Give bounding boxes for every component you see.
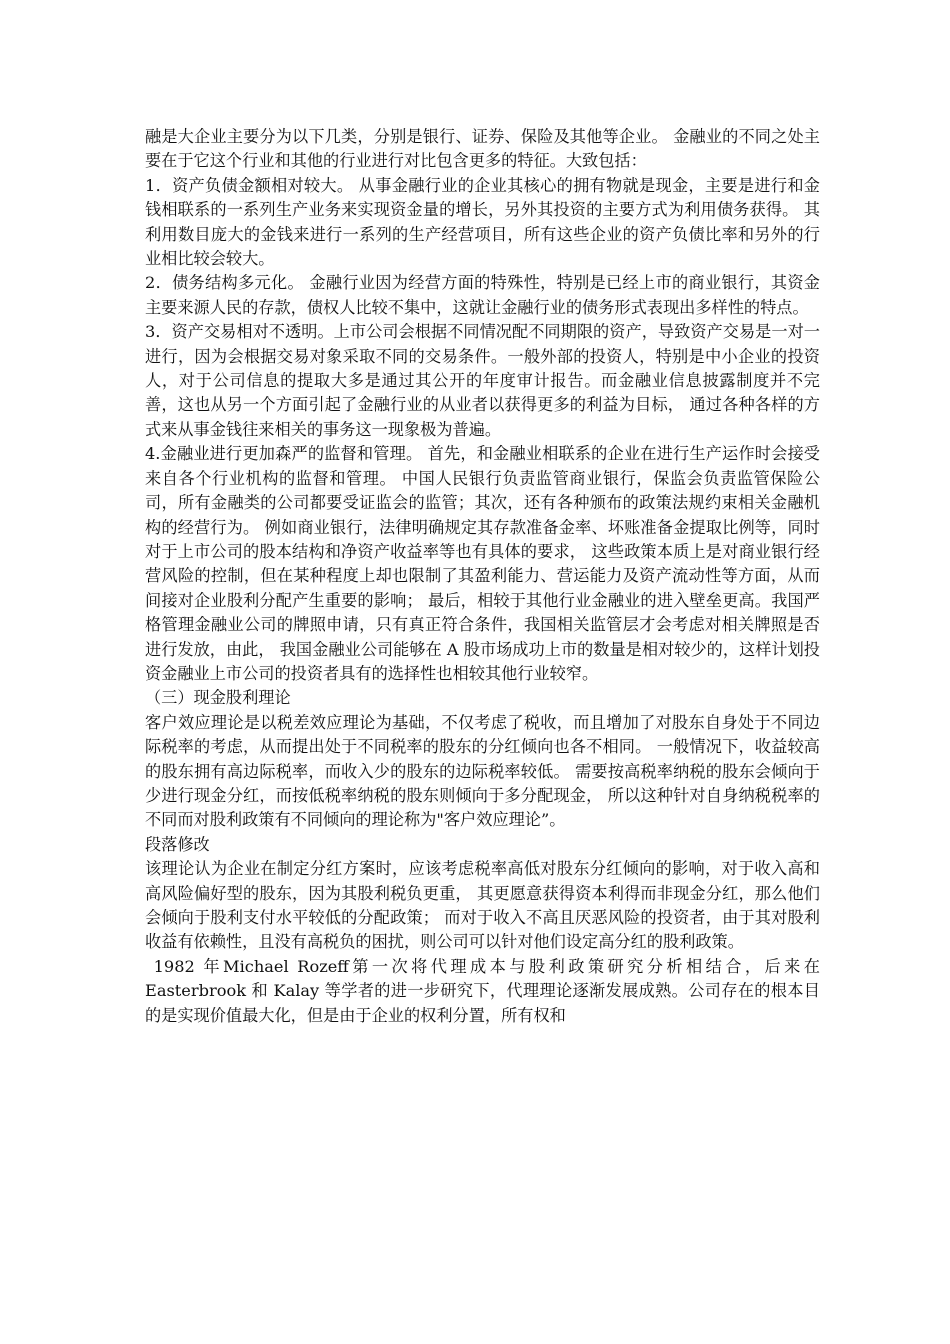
document-body [145,125,820,1028]
paragraph-point-2-debt-structure: 2．债务结构多元化。 金融行业因为经营方面的特殊性，特别是已经上市的商业银行，其资金主要来源人民的存款，债权人比较不集中，这就让金融行业的债务形式表现出多样性的特点。 [145,273,820,317]
paragraph-point-1-assets-liabilities: 1．资产负债金额相对较大。 从事金融行业的企业其核心的拥有物就是现金，主要是进行和金钱相联系的一系列生产业务来实现资金量的增长，另外其投资的主要方式为利用债务获得。 其利用数目庞大的金钱来进行一系列的生产经营项目，所有这些企业的资产负债比率和另外的行业相比较会较大。 [145,175,820,269]
paragraph-point-4-supervision: 4.金融业进行更加森严的监督和管理。 首先，和金融业相联系的企业在进行生产运作时会接受来自各个行业机构的监督和管理。 中国人民银行负责监管商业银行，保监会负责监管保险公司，所有金融类的公司都要受证监会的监管；其次，还有各种颁布的政策法规约束相关金融机构的经营行为。 例如商业银行，法律明确规定其存款准备金率、坏账准备金提取比例等，同时对于上市公司的股本结构和净资产收益率等也有具体的要求， 这些政策本质上是对商业银行经营风险的控制，但在某种程度上却也限制了其盈利能力、营运能力及资产流动性等方面，从而间接对企业股利分配产生重要的影响； 最后，相较于其他行业金融业的进入壁垒更高。我国严格管理金融业公司的牌照申请，只有真正符合条件，我国相关监管层才会考虑对相关牌照是否进行发放，由此， 我国金融业公司能够在 A 股市场成功上市的数量是相对较少的，这样计划投资金融业上市公司的投资者具有的选择性也相较其他行业较窄。 [145,444,820,683]
paragraph-revision-note: 段落修改 [145,834,210,854]
paragraph-client-effect-theory: 客户效应理论是以税差效应理论为基础，不仅考虑了税收，而且增加了对股东自身处于不同边际税率的考虑，从而提出处于不同税率的股东的分红倾向也各不相同。 一般情况下，收益较高的股东拥有高边际税率，而收入少的股东的边际税率较低。 需要按高税率纳税的股东会倾向于少进行现金分红，而按低税率纳税的股东则倾向于多分配现金， 所以这种针对自身纳税税率的不同而对股利政策有不同倾向的理论称为"客户效应理论”。 [145,712,820,830]
paragraph-agency-theory: 1982 年Michael Rozeff第一次将代理成本与股利政策研究分析相结合，后来在Easterbrook 和 Kalay 等学者的进一步研究下，代理理论逐渐发展成熟。公司存在的根本目的是实现价值最大化，但是由于企业的权利分置，所有权和 [145,956,820,1025]
paragraph-point-3-asset-transactions: 3．资产交易相对不透明。上市公司会根据不同情况配不同期限的资产，导致资产交易是一对一进行，因为会根据交易对象采取不同的交易条件。一般外部的投资人，特别是中小企业的投资人，对于公司信息的提取大多是通过其公开的年度审计报告。而金融业信息披露制度并不完善，这也从另一个方面引起了金融行业的从业者以获得更多的利益为目标， 通过各种各样的方式来从事金钱往来相关的事务这一现象极为普遍。 [145,322,820,439]
section-heading-cash-dividend-theory: （三）现金股利理论 [145,688,291,708]
paragraph-financial-industry-intro: 融是大企业主要分为以下几类，分别是银行、证券、保险及其他等企业。 金融业的不同之处主要在于它这个行业和其他的行业进行对比包含更多的特征。大致包括： [145,127,820,171]
paragraph-dividend-policy-tax: 该理论认为企业在制定分红方案时，应该考虑税率高低对股东分红倾向的影响，对于收入高和高风险偏好型的股东，因为其股利税负更重， 其更愿意获得资本利得而非现金分红，那么他们会倾向于股利支付水平较低的分配政策； 而对于收入不高且厌恶风险的投资者，由于其对股利收益有依赖性，且没有高税负的困扰，则公司可以针对他们设定高分红的股利政策。 [145,859,820,952]
